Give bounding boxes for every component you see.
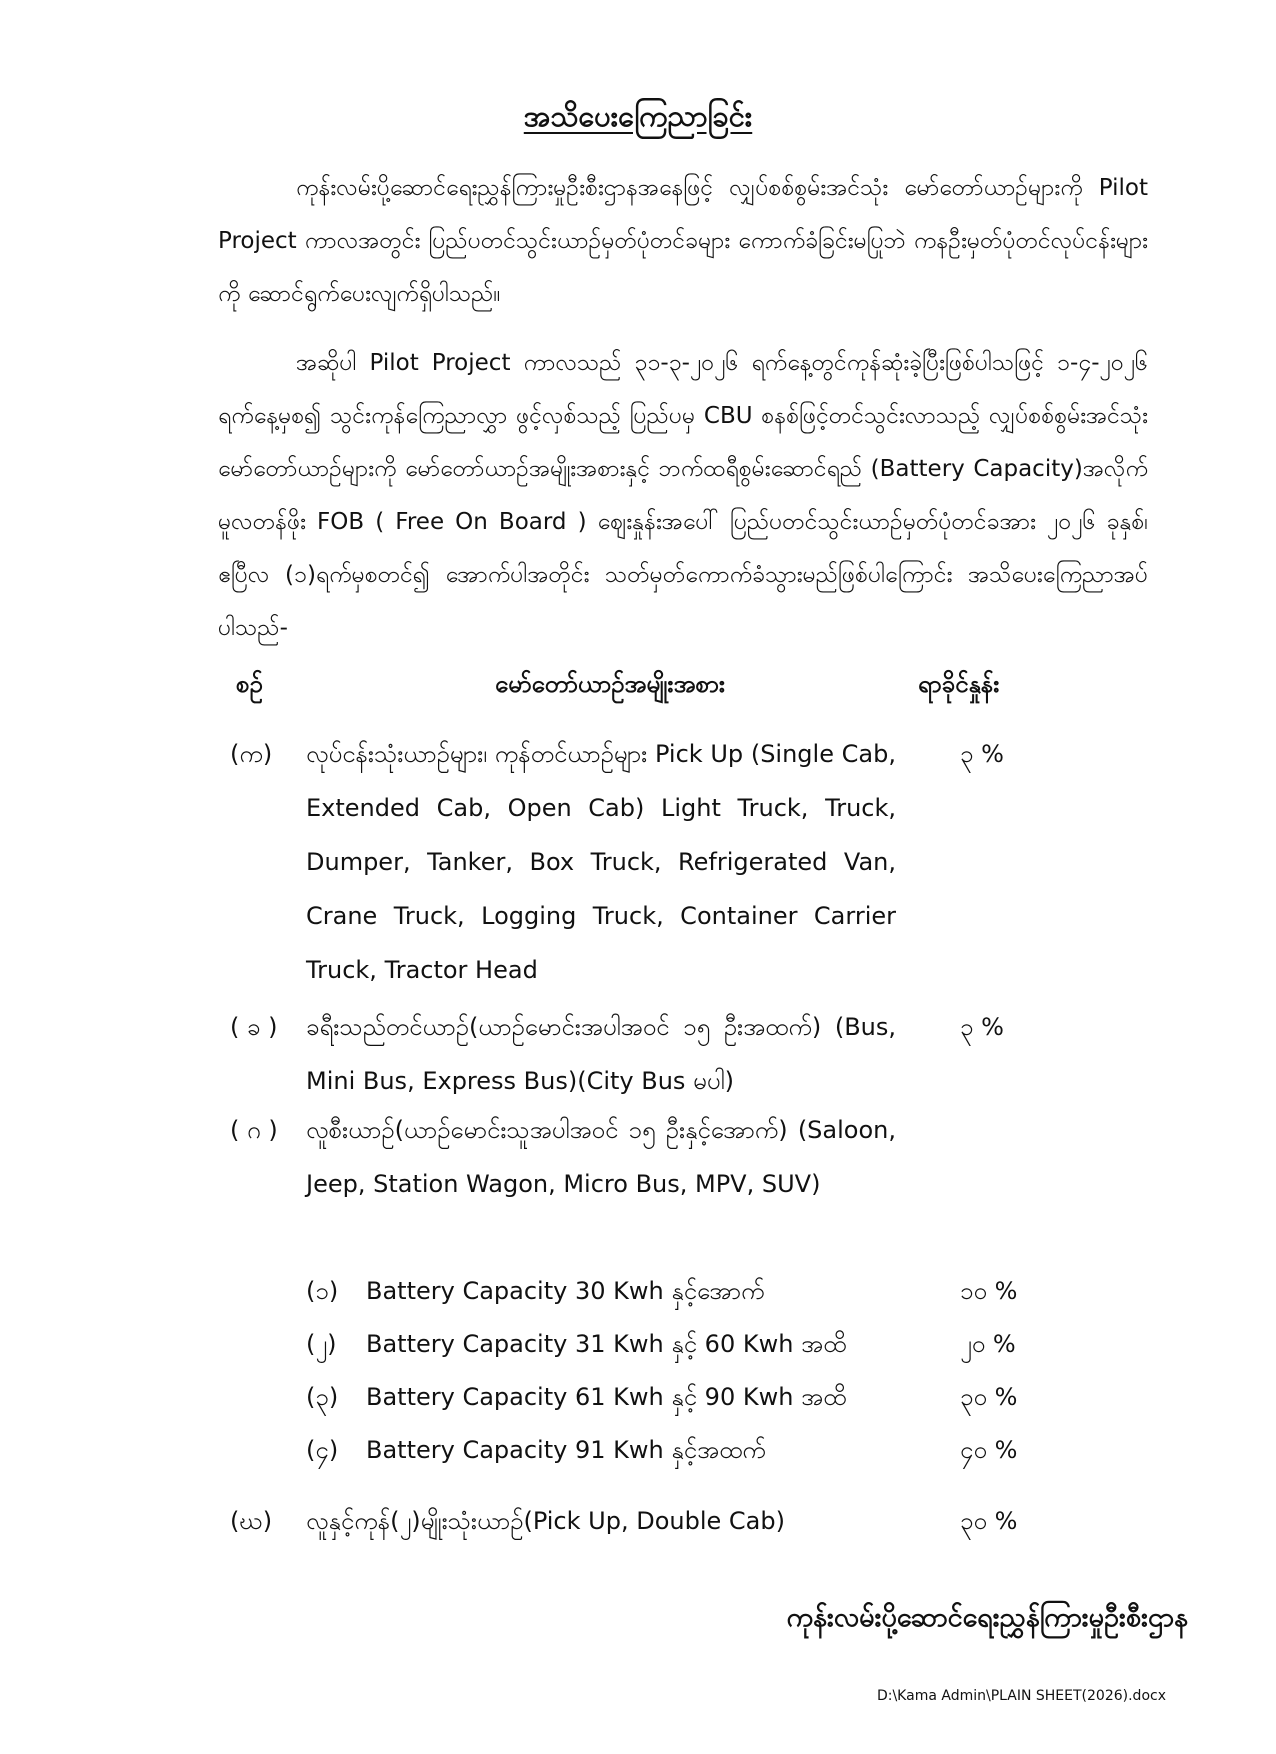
table-header-rate: ရာခိုင်နှုန်း [918,670,1000,698]
row-desc-kha: ခရီးသည်တင်ယာဉ်(ယာဉ်မောင်းအပါအဝင် ၁၅ ဦးအထက်) (Bus, Mini Bus, Express Bus)(City Bus မပါ) [306,1013,896,1095]
row-mark-ka: (က) [230,740,273,768]
row-desc-gha: လူနှင့်ကုန်(၂)မျိုးသုံးယာဉ်(Pick Up, Double Cab) [306,1507,785,1535]
subrow-rate-3: ၃၀ % [960,1383,1018,1411]
subrow-rate-2: ၂၀ % [960,1330,1016,1358]
paragraph-intro: ကုန်းလမ်းပို့ဆောင်ရေးညွှန်ကြားမှုဦးစီးဌာနအနေဖြင့် လျှပ်စစ်စွမ်းအင်သုံး မော်တော်ယာဉ်များကို Pilot Project ကာလအတွင်း ပြည်ပတင်သွင်းယာဉ်မှတ်ပုံတင်ခများ ကောက်ခံခြင်းမပြုဘဲ ကနဦးမှတ်ပုံတင်လုပ်ငန်းများကို ဆောင်ရွက်ပေးလျက်ရှိပါသည်။ [218,175,1148,307]
table-header-no: စဉ် [236,670,263,698]
subrow-desc-1: Battery Capacity 30 Kwh နှင့်အောက် [366,1277,765,1305]
file-path-footer: D:\Kama Admin\PLAIN SHEET(2026).docx [876,1688,1166,1704]
document-title: အသိပေးကြေညာခြင်း [523,99,753,133]
row-mark-gha: (ဃ) [230,1507,273,1535]
row-rate-ka: ၃ % [960,740,1004,768]
row-desc-ga: လူစီးယာဉ်(ယာဉ်မောင်းသူအပါအဝင် ၁၅ ဦးနှင့်အောက်) (Saloon, Jeep, Station Wagon, Micro Bus, MPV, SUV) [306,1116,896,1198]
subrow-mark-3: (၃) [306,1383,339,1411]
row-rate-kha: ၃ % [960,1013,1004,1041]
table-header-type: မော်တော်ယာဉ်အမျိုးအစား [495,670,725,698]
subrow-mark-4: (၄) [306,1436,339,1464]
subrow-desc-3: Battery Capacity 61 Kwh နှင့် 90 Kwh အထိ [366,1383,847,1411]
row-mark-ga: ( ဂ ) [230,1116,278,1144]
subrow-mark-2: (၂) [306,1330,337,1358]
issuing-department: ကုန်းလမ်းပို့ဆောင်ရေးညွှန်ကြားမှုဦးစီးဌာန [786,1602,1188,1633]
subrow-rate-1: ၁၀ % [960,1277,1018,1305]
subrow-desc-4: Battery Capacity 91 Kwh နှင့်အထက် [366,1436,766,1464]
row-mark-kha: ( ခ ) [230,1013,278,1041]
row-desc-ka: လုပ်ငန်းသုံးယာဉ်များ၊ ကုန်တင်ယာဉ်များ Pick Up (Single Cab, Extended Cab, Open Cab) Light Truck, Truck, Dumper, Tanker, Box Truck, Refrigerated Van, Crane Truck, Logging Truck, Container Carrier Truck, Tractor Head [306,740,896,984]
subrow-mark-1: (၁) [306,1277,339,1305]
subrow-desc-2: Battery Capacity 31 Kwh နှင့် 60 Kwh အထိ [366,1330,847,1358]
paragraph-announcement: အဆိုပါ Pilot Project ကာလသည် ၃၁-၃-၂၀၂၆ ရက်နေ့တွင်ကုန်ဆုံးခဲ့ပြီးဖြစ်ပါသဖြင့် ၁-၄-၂၀၂၆ ရက်နေ့မှစ၍ သွင်းကုန်ကြေညာလွှာ ဖွင့်လှစ်သည့် ပြည်ပမှ CBU စနစ်ဖြင့်တင်သွင်းလာသည့် လျှပ်စစ်စွမ်းအင်သုံးမော်တော်ယာဉ်များကို မော်တော်ယာဉ်အမျိုးအစားနှင့် ဘက်ထရီစွမ်းဆောင်ရည် (Battery Capacity)အလိုက် မူလတန်ဖိုး FOB ( Free On Board ) ဈေးနှုန်းအပေါ် ပြည်ပတင်သွင်းယာဉ်မှတ်ပုံတင်ခအား ၂၀၂၆ ခုနှစ်၊ ဧပြီလ (၁)ရက်မှစတင်၍ အောက်ပါအတိုင်း သတ်မှတ်ကောက်ခံသွားမည်ဖြစ်ပါကြောင်း အသိပေးကြေညာအပ်ပါသည်- [218,350,1148,641]
row-rate-gha: ၃၀ % [960,1507,1018,1535]
subrow-rate-4: ၄၀ % [960,1436,1018,1464]
